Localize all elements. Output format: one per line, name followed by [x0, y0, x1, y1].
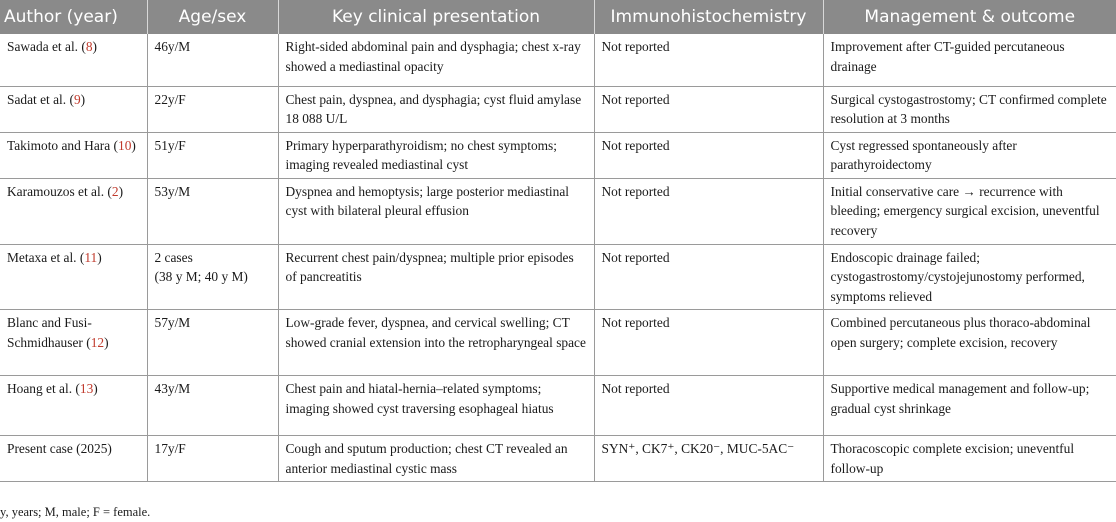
header-immunohistochemistry: Immunohistochemistry [594, 0, 823, 34]
header-management-outcome: Management & outcome [823, 0, 1116, 34]
reference-link[interactable]: 10 [118, 137, 132, 153]
cell-presentation: Primary hyperparathyroidism; no chest symptoms; imaging revealed mediastinal cyst [278, 132, 594, 178]
cell-author: Takimoto and Hara (10) [0, 132, 147, 178]
cell-immunohistochemistry: Not reported [594, 376, 823, 436]
cell-author: Metaxa et al. (11) [0, 244, 147, 310]
cell-management-outcome: Combined percutaneous plus thoraco-abdominal open surgery; complete excision, recovery [823, 310, 1116, 376]
cell-presentation: Dyspnea and hemoptysis; large posterior mediastinal cyst with bilateral pleural effusion [278, 178, 594, 244]
table-row [0, 244, 1116, 310]
age-sex-value: 46y/M [154, 39, 191, 54]
age-sex-value: 43y/M [154, 381, 191, 396]
cell-immunohistochemistry: Not reported [594, 178, 823, 244]
table-body [0, 34, 1116, 482]
author-name: Present case (2025) [7, 441, 112, 456]
cell-presentation: Low-grade fever, dyspnea, and cervical swelling; CT showed cranial extension into the retropharyngeal space [278, 310, 594, 376]
reference-link[interactable]: 13 [79, 381, 94, 396]
cell-management-outcome: Initial conservative care → recurrence with bleeding; emergency surgical excision, uneventful recovery [823, 178, 1116, 244]
table-row [0, 34, 1116, 86]
cell-management-outcome: Endoscopic drainage failed; cystogastrostomy/cystojejunostomy performed, symptoms relieved [823, 244, 1116, 310]
table-row [0, 376, 1116, 436]
cell-author: Sawada et al. (8) [0, 34, 147, 86]
reference-link[interactable]: 11 [84, 249, 98, 265]
cell-age-sex [147, 34, 278, 86]
cell-age-sex [147, 244, 278, 310]
table-row [0, 132, 1116, 178]
cell-immunohistochemistry: Not reported [594, 244, 823, 310]
author-name: Takimoto and Hara [7, 137, 111, 153]
author-name: Sawada et al. [7, 39, 79, 54]
cell-immunohistochemistry: SYN⁺, CK7⁺, CK20⁻, MUC-5AC⁻ [594, 436, 823, 482]
header-row [0, 0, 1116, 34]
reference-link[interactable]: 8 [85, 39, 93, 54]
table-row [0, 86, 1116, 132]
cell-immunohistochemistry: Not reported [594, 132, 823, 178]
reference-link[interactable]: 12 [90, 334, 105, 350]
cell-management-outcome: Thoracoscopic complete excision; uneventful follow-up [823, 436, 1116, 482]
cell-management-outcome: Supportive medical management and follow-up; gradual cyst shrinkage [823, 376, 1116, 436]
age-sex-detail: (38 y M; 40 y M) [154, 269, 248, 284]
age-sex-value: 22y/F [154, 91, 186, 107]
cell-age-sex [147, 132, 278, 178]
table-row [0, 436, 1116, 482]
cell-age-sex [147, 86, 278, 132]
header-presentation: Key clinical presentation [278, 0, 594, 34]
cell-immunohistochemistry: Not reported [594, 86, 823, 132]
cell-age-sex [147, 436, 278, 482]
table-footnote: y, years; M, male; F = female. [0, 505, 151, 519]
cell-author: Hoang et al. (13) [0, 376, 147, 436]
author-name: Karamouzos et al. [7, 183, 105, 199]
cell-author: Karamouzos et al. (2) [0, 178, 147, 244]
reference-link[interactable]: 9 [73, 91, 81, 107]
table-row [0, 310, 1116, 376]
cell-age-sex [147, 310, 278, 376]
cell-presentation: Right-sided abdominal pain and dysphagia; chest x-ray showed a mediastinal opacity [278, 34, 594, 86]
cell-management-outcome: Improvement after CT-guided percutaneous drainage [823, 34, 1116, 86]
cell-immunohistochemistry: Not reported [594, 310, 823, 376]
author-name: Hoang et al. [7, 381, 73, 396]
cell-immunohistochemistry: Not reported [594, 34, 823, 86]
header-author-year: Author (year) [0, 0, 147, 34]
age-sex-value: 51y/F [154, 137, 186, 153]
cell-presentation: Cough and sputum production; chest CT revealed an anterior mediastinal cystic mass [278, 436, 594, 482]
cell-management-outcome: Cyst regressed spontaneously after parathyroidectomy [823, 132, 1116, 178]
age-sex-value: 17y/F [154, 441, 186, 456]
cell-age-sex [147, 178, 278, 244]
author-name: Sadat et al. [7, 91, 67, 107]
header-age-sex: Age/sex [147, 0, 278, 34]
table-header [0, 0, 1116, 34]
author-name: Blanc and Fusi-Schmidhauser [7, 315, 92, 350]
cell-presentation: Recurrent chest pain/dyspnea; multiple prior episodes of pancreatitis [278, 244, 594, 310]
age-sex-value: 57y/M [154, 315, 191, 330]
table-row [0, 178, 1116, 244]
cell-presentation: Chest pain and hiatal-hernia–related symptoms; imaging showed cyst traversing esophageal hiatus [278, 376, 594, 436]
cell-management-outcome: Surgical cystogastrostomy; CT confirmed complete resolution at 3 months [823, 86, 1116, 132]
reference-link[interactable]: 2 [111, 183, 119, 199]
age-sex-value: 2 cases [154, 249, 193, 265]
cell-presentation: Chest pain, dyspnea, and dysphagia; cyst fluid amylase 18 088 U/L [278, 86, 594, 132]
author-name: Metaxa et al. [7, 249, 77, 265]
cell-author: Sadat et al. (9) [0, 86, 147, 132]
cell-author [0, 436, 147, 482]
cell-age-sex [147, 376, 278, 436]
cell-author: Blanc and Fusi-Schmidhauser (12) [0, 310, 147, 376]
age-sex-value: 53y/M [154, 183, 191, 199]
